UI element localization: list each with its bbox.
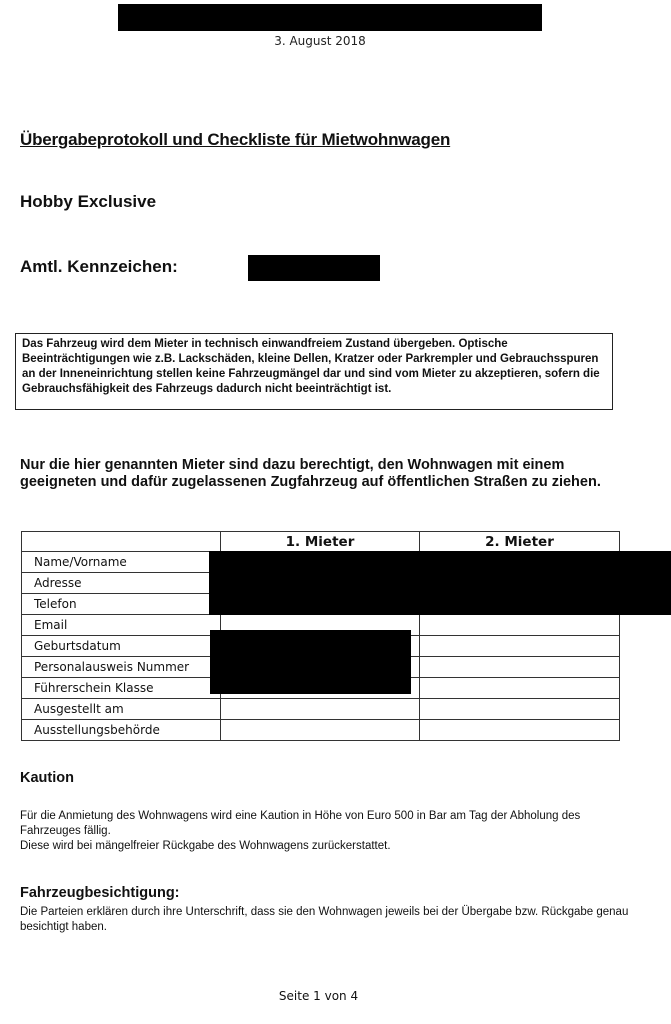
document-date: 3. August 2018 <box>274 34 366 48</box>
inspection-heading: Fahrzeugbesichtigung: <box>20 885 180 901</box>
deposit-text <box>20 809 620 854</box>
renter-2-value-cell[interactable] <box>420 636 620 657</box>
renter-1-value-cell[interactable] <box>221 699 420 720</box>
renter-table-header-2: 2. Mieter <box>420 532 620 552</box>
renter-table-header-1: 1. Mieter <box>221 532 420 552</box>
row-label: Ausgestellt am <box>22 699 221 720</box>
deposit-text-line-1: Für die Anmietung des Wohnwagens wird eine Kaution in Höhe von Euro 500 in Bar am Tag der Abholung des Fahrzeuges fällig. <box>20 810 581 837</box>
row-label: Telefon <box>22 594 221 615</box>
row-label: Name/Vorname <box>22 552 221 573</box>
deposit-heading: Kaution <box>20 770 74 786</box>
renter-2-value-cell[interactable] <box>420 615 620 636</box>
row-label: Personalausweis Nummer <box>22 657 221 678</box>
renters-heading: Nur die hier genannten Mieter sind dazu berechtigt, den Wohnwagen mit einem geeigneten und dafür zugelassenen Zugfahrzeug auf öffentlichen Straßen zu ziehen. <box>20 457 601 490</box>
redaction-renter-id <box>210 630 411 694</box>
renter-2-value-cell[interactable] <box>420 699 620 720</box>
renter-table-header-row <box>22 532 620 552</box>
row-label: Führerschein Klasse <box>22 678 221 699</box>
plate-label: Amtl. Kennzeichen: <box>20 257 178 276</box>
row-label: Geburtsdatum <box>22 636 221 657</box>
renter-table-header-0 <box>22 532 221 552</box>
condition-notice-box <box>15 333 613 410</box>
deposit-text-line-2: Diese wird bei mängelfreier Rückgabe des Wohnwagens zurückerstattet. <box>20 840 391 852</box>
table-row <box>22 720 620 741</box>
row-label: Email <box>22 615 221 636</box>
condition-notice-text: Das Fahrzeug wird dem Mieter in technisch einwandfreiem Zustand übergeben. Optische Beeinträchtigungen wie z.B. Lackschäden, kleine Dellen, Kratzer oder Parkrempler und Gebrauchsspuren an der Inneneinrichtung stellen keine Fahrzeugmängel dar und sind vom Mieter zu akzeptieren, sofern die Gebrauchsfähigkeit des Fahrzeugs dadurch nicht beeinträchtigt ist. <box>22 338 600 395</box>
vehicle-model: Hobby Exclusive <box>20 192 157 211</box>
table-row <box>22 699 620 720</box>
inspection-text: Die Parteien erklären durch ihre Unterschrift, dass sie den Wohnwagen jeweils bei der Übergabe bzw. Rückgabe genau besichtigt haben. <box>20 906 629 933</box>
page-number: Seite 1 von 4 <box>278 989 359 1003</box>
renter-2-value-cell[interactable] <box>420 657 620 678</box>
renter-2-value-cell[interactable] <box>420 678 620 699</box>
redaction-header <box>118 4 542 31</box>
redaction-plate <box>248 255 380 281</box>
document-title: Übergabeprotokoll und Checkliste für Mietwohnwagen <box>20 130 451 149</box>
row-label: Adresse <box>22 573 221 594</box>
renter-1-value-cell[interactable] <box>221 720 420 741</box>
redaction-renter-contact <box>209 551 671 615</box>
renter-2-value-cell[interactable] <box>420 720 620 741</box>
row-label: Ausstellungsbehörde <box>22 720 221 741</box>
